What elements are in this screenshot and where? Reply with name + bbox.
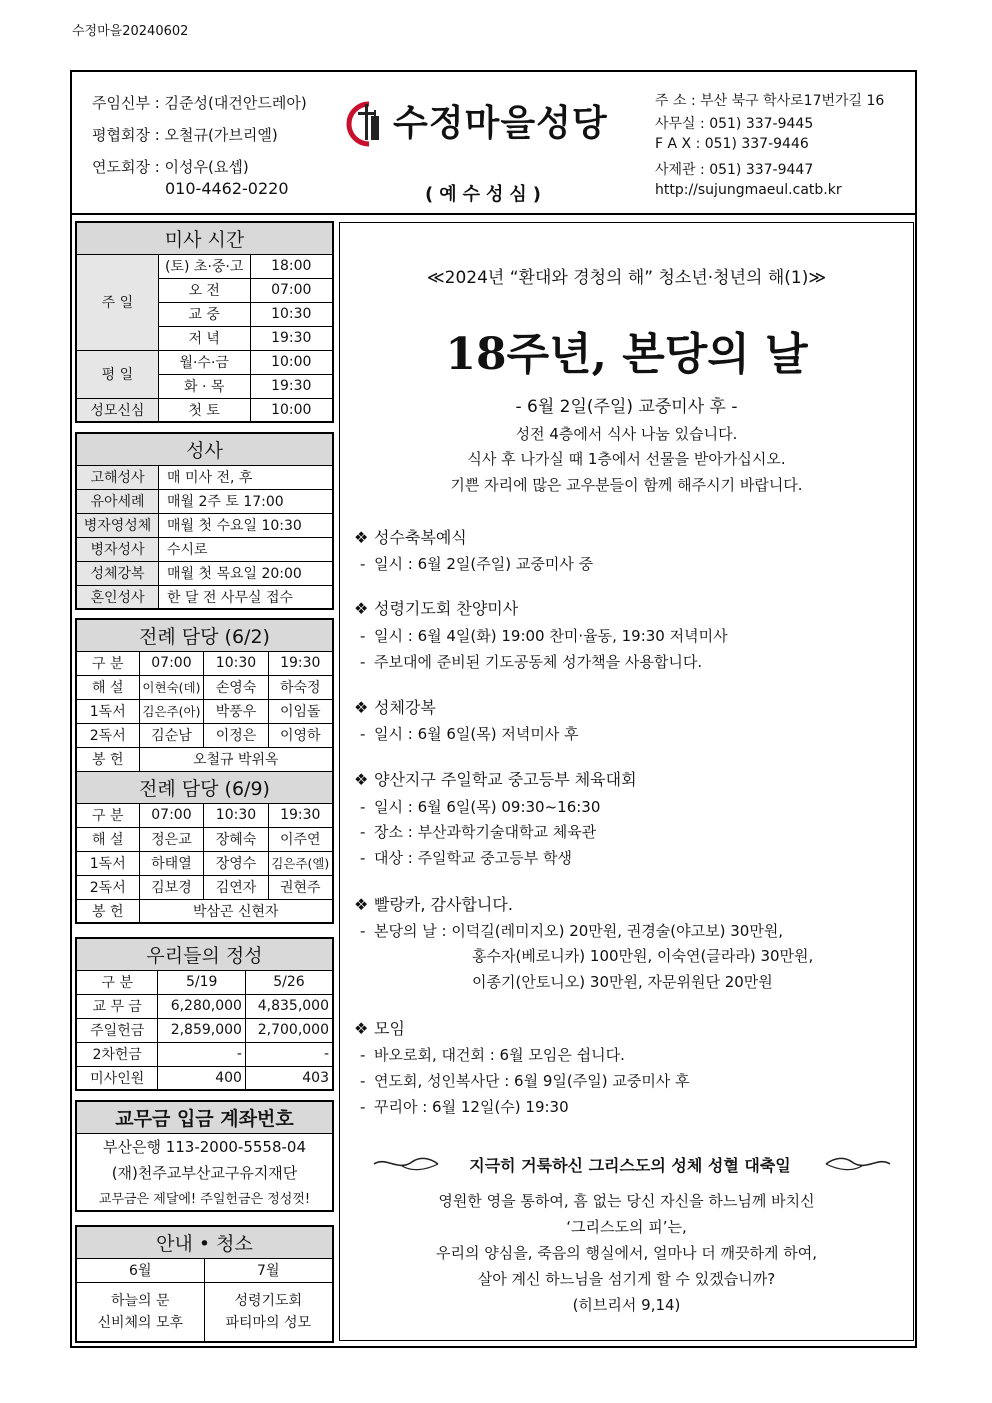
liturgy-person: 손영숙 <box>204 675 268 699</box>
section-title-text: 빨랑카, 감사합니다. <box>374 895 513 914</box>
dash-marker: - <box>360 725 366 743</box>
liturgy-person: 정은교 <box>139 827 204 851</box>
dash-marker: - <box>360 798 366 816</box>
donation-value: 4,835,000 <box>245 994 333 1018</box>
cleaning-month: 7월 <box>204 1258 333 1282</box>
intro-line: 식사 후 나가실 때 1층에서 선물을 받아가십시오. <box>467 450 786 468</box>
mass-name: 첫 토 <box>158 398 250 422</box>
cleaning-group-line: 파티마의 성모 <box>225 1314 312 1331</box>
section-item-text: 꾸리아 : 6월 12일(수) 19:30 <box>374 1098 569 1116</box>
liturgy-person: 이영하 <box>268 723 333 747</box>
mass-times-title: 미사 시간 <box>76 222 333 254</box>
section-item <box>360 847 572 868</box>
liturgy-title-1: 전례 담당 (6/2) <box>76 619 333 651</box>
donation-label: 2차헌금 <box>76 1042 158 1066</box>
mass-time: 07:00 <box>250 278 333 302</box>
section-item-text: 일시 : 6월 2일(주일) 교중미사 중 <box>374 555 594 573</box>
liturgy-table <box>75 618 334 924</box>
section-item-text: 일시 : 6월 4일(화) 19:00 찬미·율동, 19:30 저녁미사 <box>374 627 728 645</box>
saturday-label: 성모신심 <box>76 398 158 422</box>
section-title <box>354 892 513 915</box>
dash-marker: - <box>360 849 366 867</box>
elder-president: 연도회장 : 이성우(요셉) <box>92 158 249 176</box>
diamond-icon: ❖ <box>354 698 369 717</box>
section-title <box>354 1016 405 1039</box>
donation-value: - <box>245 1042 333 1066</box>
donation-label: 교 무 금 <box>76 994 158 1018</box>
section-item <box>360 1044 625 1065</box>
donations-title: 우리들의 정성 <box>76 938 333 970</box>
dash-marker: - <box>360 1046 366 1064</box>
liturgy-offering: 오철규 박위옥 <box>139 747 333 771</box>
mass-name: 저 녁 <box>158 326 250 350</box>
section-title-text: 성체강복 <box>374 698 436 717</box>
liturgy-head: 10:30 <box>204 803 268 827</box>
section-item-text: 본당의 날 : 이덕길(레미지오) 20만원, 권경술(야고보) 30만원, <box>374 922 784 940</box>
donation-head: 5/26 <box>245 970 333 994</box>
donation-label: 주일헌금 <box>76 1018 158 1042</box>
rectory-phone: 사제관 : 051) 337-9447 <box>655 162 814 178</box>
sacrament-name: 병자성사 <box>76 537 159 561</box>
dash-marker: - <box>360 922 366 940</box>
liturgy-role: 2독서 <box>76 875 139 899</box>
section-item <box>360 625 728 646</box>
council-president: 평협회장 : 오철규(가브리엘) <box>92 126 278 144</box>
diamond-icon: ❖ <box>354 599 369 618</box>
cleaning-group <box>76 1282 204 1342</box>
donation-value: - <box>158 1042 246 1066</box>
liturgy-person: 하숙정 <box>268 675 333 699</box>
sacrament-name: 병자영성체 <box>76 513 159 537</box>
liturgy-head: 19:30 <box>268 651 333 675</box>
liturgy-role: 해 설 <box>76 675 139 699</box>
year-banner: ≪2024년 “환대와 경청의 해” 청소년·청년의 해(1)≫ <box>426 268 827 288</box>
section-item-text: 대상 : 주일학교 중고등부 학생 <box>374 849 573 867</box>
section-item-text: 주보대에 준비된 기도공동체 성가책을 사용합니다. <box>374 653 703 671</box>
account-title: 교무금 입금 계좌번호 <box>76 1101 333 1133</box>
address: 주 소 : 부산 북구 학사로17번가길 16 <box>655 93 885 109</box>
liturgy-person: 이정은 <box>204 723 268 747</box>
verse-line: 영원한 영을 통하여, 흠 없는 당신 자신을 하느님께 바치신 <box>438 1192 815 1210</box>
mass-name: 월·수·금 <box>158 350 250 374</box>
verse-citation: (히브리서 9,14) <box>572 1296 681 1314</box>
liturgy-role: 봉 헌 <box>76 899 139 923</box>
sacrament-desc: 매월 첫 수요일 10:30 <box>159 513 334 537</box>
liturgy-person: 이현숙(데) <box>139 675 204 699</box>
section-item-cont: 이종기(안토니오) 30만원, 자문위원단 20만원 <box>472 973 773 991</box>
dash-marker: - <box>360 823 366 841</box>
donation-head: 구 분 <box>76 970 158 994</box>
dash-marker: - <box>360 555 366 573</box>
mass-name: 교 중 <box>158 302 250 326</box>
cleaning-table <box>75 1225 334 1343</box>
liturgy-head: 07:00 <box>139 651 204 675</box>
liturgy-title-2: 전례 담당 (6/9) <box>76 771 333 803</box>
liturgy-person: 이주연 <box>268 827 333 851</box>
liturgy-person: 권현주 <box>268 875 333 899</box>
account-table <box>75 1100 334 1212</box>
section-item-text: 장소 : 부산과학기술대학교 체육관 <box>374 823 597 841</box>
section-title <box>354 596 518 619</box>
sacraments-table <box>75 432 334 610</box>
liturgy-person: 김은주(엘) <box>268 851 333 875</box>
liturgy-person: 김보경 <box>139 875 204 899</box>
swirl-right-icon <box>822 1152 892 1174</box>
liturgy-person: 박풍우 <box>204 699 268 723</box>
cleaning-group-line: 신비체의 모후 <box>97 1314 184 1331</box>
section-title-text: 성령기도회 찬양미사 <box>374 599 519 618</box>
verse-line: ‘그리스도의 피’는, <box>566 1218 687 1236</box>
dash-marker: - <box>360 1072 366 1090</box>
section-item <box>360 920 783 941</box>
weekday-label: 평 일 <box>76 350 158 398</box>
donation-value: 6,280,000 <box>158 994 246 1018</box>
swirl-left-icon <box>372 1152 442 1174</box>
dash-marker: - <box>360 653 366 671</box>
donations-table <box>75 937 334 1091</box>
section-item <box>360 651 702 672</box>
diamond-icon: ❖ <box>354 528 369 547</box>
dash-marker: - <box>360 627 366 645</box>
account-bank: 부산은행 113-2000-5558-04 <box>102 1137 307 1156</box>
sacrament-desc: 수시로 <box>159 537 334 561</box>
diamond-icon: ❖ <box>354 770 369 789</box>
section-item <box>360 553 593 574</box>
section-item-text: 바오로회, 대건회 : 6월 모임은 쉽니다. <box>374 1046 625 1064</box>
sacrament-name: 고해성사 <box>76 465 159 489</box>
cleaning-group-line: 성령기도회 <box>234 1292 303 1309</box>
office-phone: 사무실 : 051) 337-9445 <box>655 116 814 132</box>
website-link[interactable]: http://sujungmaeul.catb.kr <box>655 182 842 198</box>
liturgy-person: 김순남 <box>139 723 204 747</box>
diamond-icon: ❖ <box>354 1019 369 1038</box>
header-divider <box>70 213 917 215</box>
section-title-text: 양산지구 주일학교 중고등부 체육대회 <box>374 770 637 789</box>
sacrament-name: 유아세례 <box>76 489 159 513</box>
mass-name: (토) 초·중·고 <box>158 254 250 278</box>
account-note: 교무금은 제달에! 주일헌금은 정성껏! <box>98 1192 311 1207</box>
feast-title: 지극히 거룩하신 그리스도의 성체 성혈 대축일 <box>469 1156 791 1175</box>
donation-value: 403 <box>245 1066 333 1090</box>
donation-head: 5/19 <box>158 970 246 994</box>
mass-time: 10:30 <box>250 302 333 326</box>
sacrament-desc: 한 달 전 사무실 접수 <box>159 585 334 609</box>
mass-times-table <box>75 221 334 423</box>
sacrament-name: 혼인성사 <box>76 585 159 609</box>
cleaning-group <box>204 1282 333 1342</box>
liturgy-person: 이임돌 <box>268 699 333 723</box>
donation-label: 미사인원 <box>76 1066 158 1090</box>
cleaning-title: 안내 • 청소 <box>76 1226 333 1258</box>
donation-value: 400 <box>158 1066 246 1090</box>
mass-time: 10:00 <box>250 398 333 422</box>
church-name: 수정마을성당 <box>393 103 608 144</box>
intro-line: 성전 4층에서 식사 나눔 있습니다. <box>515 425 738 443</box>
mass-time: 19:30 <box>250 326 333 350</box>
cleaning-group-line: 하늘의 문 <box>110 1292 170 1309</box>
intro-line: 기쁜 자리에 많은 교우분들이 함께 해주시기 바랍니다. <box>450 476 803 494</box>
church-patron: (예수성심) <box>425 184 548 205</box>
liturgy-role: 1독서 <box>76 851 139 875</box>
section-item-text: 일시 : 6월 6일(목) 09:30~16:30 <box>374 798 601 816</box>
section-item <box>360 796 600 817</box>
section-item <box>360 821 596 842</box>
mass-name: 화 · 목 <box>158 374 250 398</box>
donation-value: 2,859,000 <box>158 1018 246 1042</box>
liturgy-role: 2독서 <box>76 723 139 747</box>
sacraments-title: 성사 <box>76 433 333 465</box>
verse-line: 우리의 양심을, 죽음의 행실에서, 얼마나 더 깨끗하게 하여, <box>436 1244 817 1262</box>
section-item-cont: 홍수자(베로니카) 100만원, 이숙연(글라라) 30만원, <box>472 947 814 965</box>
document-id: 수정마을20240602 <box>72 24 189 39</box>
liturgy-head: 10:30 <box>204 651 268 675</box>
sunday-label: 주 일 <box>76 254 158 350</box>
liturgy-person: 장혜숙 <box>204 827 268 851</box>
liturgy-role: 봉 헌 <box>76 747 139 771</box>
verse-line: 살아 계신 하느님을 섬기게 할 수 있겠습니까? <box>477 1270 776 1288</box>
section-item-text: 일시 : 6월 6일(목) 저녁미사 후 <box>374 725 579 743</box>
sacrament-desc: 매월 첫 목요일 20:00 <box>159 561 334 585</box>
fax-number: F A X : 051) 337-9446 <box>655 136 809 152</box>
pastor: 주임신부 : 김준성(대건안드레아) <box>92 94 307 112</box>
mass-name: 오 전 <box>158 278 250 302</box>
church-logo-icon <box>345 98 389 148</box>
section-item-text: 연도회, 성인복사단 : 6월 9일(주일) 교중미사 후 <box>374 1072 690 1090</box>
liturgy-person: 하태열 <box>139 851 204 875</box>
event-date: - 6월 2일(주일) 교중미사 후 - <box>515 397 738 417</box>
liturgy-person: 김은주(아) <box>139 699 204 723</box>
dash-marker: - <box>360 1098 366 1116</box>
donation-value: 2,700,000 <box>245 1018 333 1042</box>
mass-time: 10:00 <box>250 350 333 374</box>
account-holder: (재)천주교부산교구유지재단 <box>111 1163 298 1182</box>
headline: 18주년, 본당의 날 <box>445 329 808 380</box>
mass-time: 19:30 <box>250 374 333 398</box>
liturgy-head: 구 분 <box>76 651 139 675</box>
section-title-text: 성수축복예식 <box>374 528 467 547</box>
diamond-icon: ❖ <box>354 895 369 914</box>
sacrament-name: 성체강복 <box>76 561 159 585</box>
sacrament-desc: 매 미사 전, 후 <box>159 465 334 489</box>
cleaning-month: 6월 <box>76 1258 204 1282</box>
elder-phone: 010-4462-0220 <box>165 179 289 198</box>
section-item <box>360 723 579 744</box>
section-item <box>360 1070 690 1091</box>
liturgy-head: 07:00 <box>139 803 204 827</box>
section-title <box>354 695 436 718</box>
liturgy-head: 구 분 <box>76 803 139 827</box>
sacrament-desc: 매월 2주 토 17:00 <box>159 489 334 513</box>
section-title <box>354 767 637 790</box>
liturgy-head: 19:30 <box>268 803 333 827</box>
liturgy-person: 장영수 <box>204 851 268 875</box>
liturgy-person: 김연자 <box>204 875 268 899</box>
liturgy-role: 1독서 <box>76 699 139 723</box>
section-item <box>360 1096 569 1117</box>
liturgy-role: 해 설 <box>76 827 139 851</box>
section-title-text: 모임 <box>374 1019 405 1038</box>
mass-time: 18:00 <box>250 254 333 278</box>
liturgy-offering: 박삼곤 신현자 <box>139 899 333 923</box>
section-title <box>354 525 467 548</box>
